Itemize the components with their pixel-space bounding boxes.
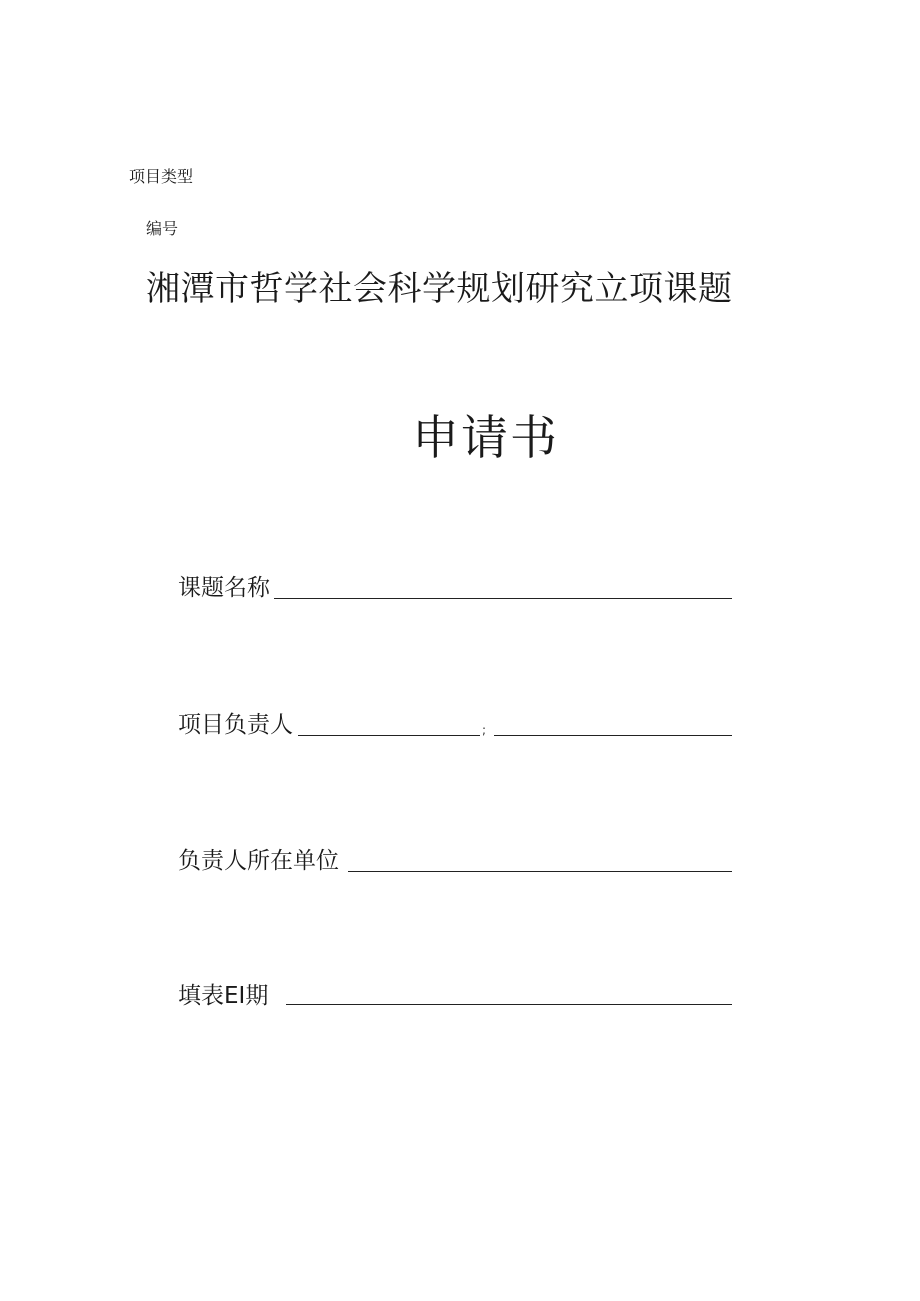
document-subtitle: 申请书 [412,411,559,466]
number-label: 编号 [146,219,179,238]
leader-separator: ; [482,723,487,737]
document-title: 湘潭市哲学社会科学规划研究立项课题 [146,269,733,309]
project-leader-title-field[interactable] [494,735,732,736]
topic-name-field[interactable] [274,598,732,599]
project-type-label: 项目类型 [129,167,194,186]
leader-unit-field[interactable] [348,871,732,872]
leader-unit-label: 负责人所在单位 [178,848,339,874]
project-leader-label: 项目负责人 [178,712,293,738]
topic-name-label: 课题名称 [178,575,270,601]
fill-date-label: 填表EI期 [178,983,269,1009]
project-leader-field[interactable] [298,735,480,736]
fill-date-field[interactable] [286,1004,732,1005]
